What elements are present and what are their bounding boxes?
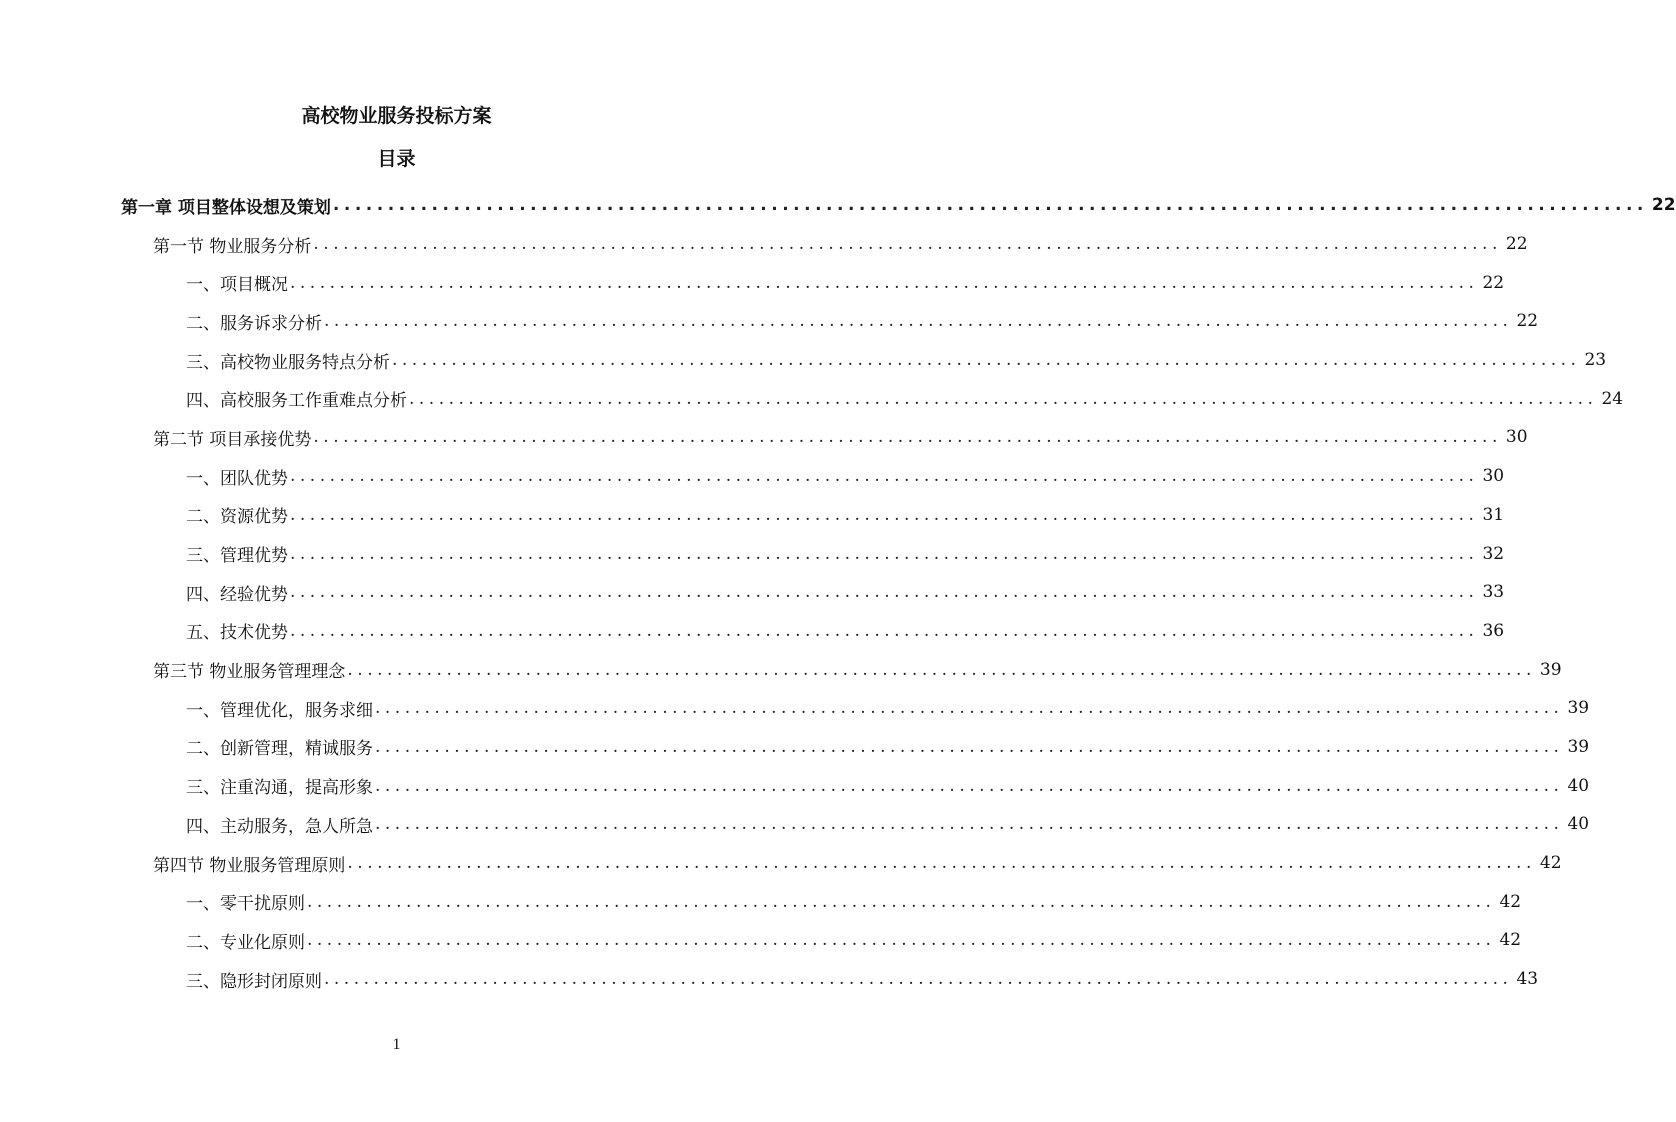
toc-dot-leader: ........................................................................................................................ [313,427,1502,448]
toc-entry-page: 42 [1499,930,1522,951]
toc-dot-leader: ........................................................................................................................ [290,620,1479,641]
toc-dot-leader: ........................................................................................................................ [375,698,1564,719]
toc-entry[interactable] [186,612,1505,651]
toc-entry-page: 39 [1567,698,1590,719]
toc-dot-leader: ........................................................................................................................ [290,504,1479,525]
toc-entry-label: 一、零干扰原则 [186,894,305,915]
toc-dot-leader: ........................................................................................................................ [290,272,1479,293]
toc-entry[interactable] [186,379,1624,418]
toc-entry[interactable] [121,186,1676,225]
toc-entry[interactable] [186,341,1607,380]
toc-dot-leader: ........................................................................................................................ [375,814,1564,835]
toc-entry-page: 43 [1516,969,1539,990]
toc-entry[interactable] [186,728,1590,767]
toc-entry-page: 30 [1505,427,1528,448]
toc-entry-label: 第四节 物业服务管理原则 [153,855,346,876]
toc-entry[interactable] [186,921,1522,960]
toc-dot-leader: ........................................................................................................................ [324,311,1513,332]
toc-entry-label: 第三节 物业服务管理理念 [153,662,346,683]
toc-entry-label: 二、创新管理，精诚服务 [186,739,373,760]
toc-entry-page: 40 [1567,775,1590,796]
toc-entry[interactable] [153,225,1528,264]
toc-entry-label: 第一章 项目整体设想及策划 [121,197,331,218]
toc-entry-label: 四、主动服务，急人所急 [186,816,373,837]
toc-entry-label: 第一节 物业服务分析 [153,236,312,257]
toc-entry-page: 42 [1539,853,1562,874]
toc-entry-page: 32 [1482,543,1505,564]
toc-entry[interactable] [186,496,1505,535]
toc-entry[interactable] [186,573,1505,612]
toc-entry-label: 五、技术优势 [186,623,288,644]
toc-entry[interactable] [186,960,1539,999]
toc-entry[interactable] [153,844,1562,883]
toc-dot-leader: ........................................................................................................................ [324,969,1513,990]
toc-entry-label: 三、管理优势 [186,546,288,567]
toc-entry-label: 一、管理优化，服务求细 [186,700,373,721]
toc-dot-leader: ........................................................................................................................ [313,234,1502,255]
toc-entry-label: 三、高校物业服务特点分析 [186,352,390,373]
toc-entry-label: 第二节 项目承接优势 [153,429,312,450]
toc-entry-page: 23 [1584,350,1607,371]
toc-entry-label: 四、高校服务工作重难点分析 [186,391,407,412]
toc-entry-page: 24 [1601,388,1624,409]
toc-entry-page: 40 [1567,814,1590,835]
toc-dot-leader: ........................................................................................................................ [307,930,1496,951]
toc-entry[interactable] [153,650,1562,689]
toc-entry-page: 42 [1499,891,1522,912]
toc-dot-leader: ........................................................................................................................ [392,350,1581,371]
toc-entry-page: 39 [1539,659,1562,680]
toc-entry-label: 一、项目概况 [186,275,288,296]
toc-dot-leader: ........................................................................................................................ [307,891,1496,912]
toc-dot-leader: ........................................................................................................................ [290,466,1479,487]
toc-entry-label: 三、隐形封闭原则 [186,971,322,992]
toc-dot-leader: ........................................................................................................................ [375,775,1564,796]
toc-entry[interactable] [186,263,1505,302]
toc-entry[interactable] [153,418,1528,457]
toc-dot-leader: ........................................................................................................................ [332,195,1648,216]
toc-entry-label: 二、服务诉求分析 [186,313,322,334]
toc-entry[interactable] [186,457,1505,496]
toc-dot-leader: ........................................................................................................................ [347,659,1536,680]
toc-entry-page: 39 [1567,736,1590,757]
toc-entry-label: 二、资源优势 [186,507,288,528]
toc-heading: 目录 [377,148,416,170]
toc-entry[interactable] [186,805,1590,844]
toc-entry-page: 22 [1651,195,1676,216]
toc-entry-label: 三、注重沟通，提高形象 [186,778,373,799]
toc-entry-label: 四、经验优势 [186,584,288,605]
toc-dot-leader: ........................................................................................................................ [409,388,1598,409]
toc-entry[interactable] [186,766,1590,805]
toc-entry-page: 22 [1516,311,1539,332]
toc-entry-label: 一、团队优势 [186,468,288,489]
toc-dot-leader: ........................................................................................................................ [347,853,1536,874]
toc-entry-page: 22 [1505,234,1528,255]
toc-entry-label: 二、专业化原则 [186,932,305,953]
toc-entry[interactable] [186,534,1505,573]
toc-entry[interactable] [186,882,1522,921]
table-of-contents [0,186,1676,998]
document-title: 高校物业服务投标方案 [301,105,492,127]
page-number: 1 [392,1036,401,1053]
toc-entry-page: 22 [1482,272,1505,293]
toc-dot-leader: ........................................................................................................................ [290,582,1479,603]
toc-entry[interactable] [186,689,1590,728]
toc-dot-leader: ........................................................................................................................ [375,736,1564,757]
toc-entry[interactable] [186,302,1539,341]
toc-entry-page: 33 [1482,582,1505,603]
toc-dot-leader: ........................................................................................................................ [290,543,1479,564]
toc-entry-page: 31 [1482,504,1505,525]
toc-entry-page: 30 [1482,466,1505,487]
toc-entry-page: 36 [1482,620,1505,641]
